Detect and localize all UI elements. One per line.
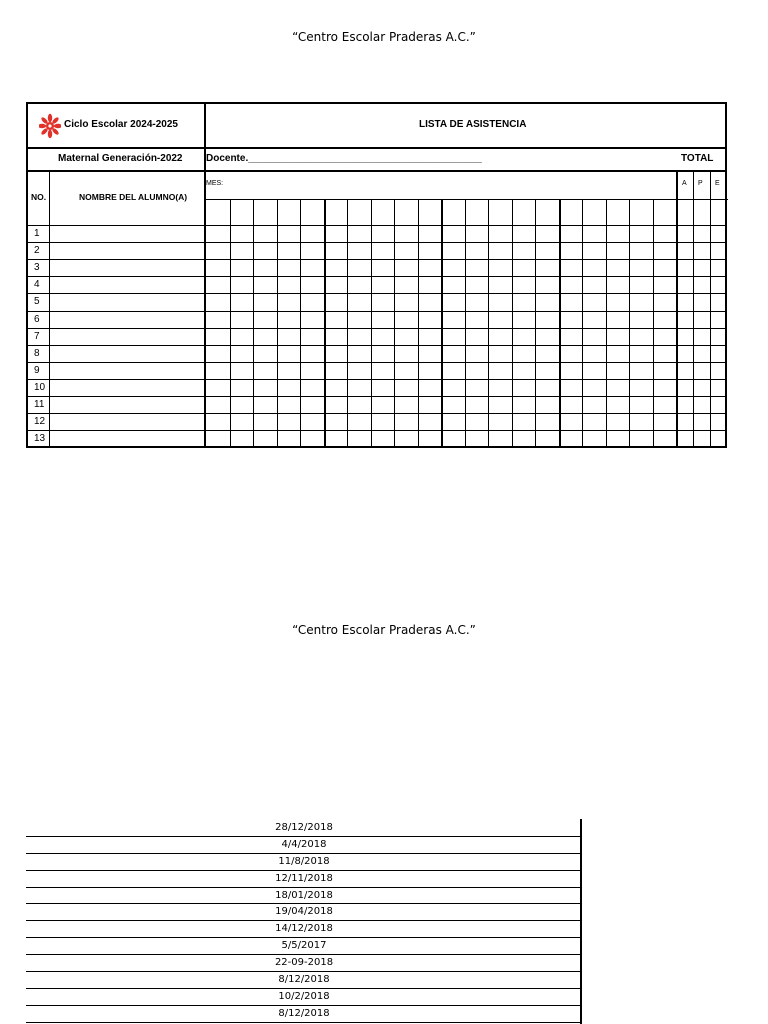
grid-line bbox=[300, 199, 301, 448]
date-row: 19/04/2018 bbox=[26, 904, 582, 921]
student-name-cell[interactable] bbox=[51, 312, 203, 327]
date-row: 28/12/2018 bbox=[26, 820, 582, 837]
row-number: 4 bbox=[34, 279, 40, 290]
total-col-e: E bbox=[715, 180, 720, 187]
month-label: MES: bbox=[206, 180, 224, 187]
date-row: 11/8/2018 bbox=[26, 854, 582, 871]
grid-line bbox=[512, 199, 513, 448]
date-list-border bbox=[580, 819, 582, 1024]
section-divider bbox=[204, 102, 206, 448]
date-list bbox=[26, 820, 582, 1023]
school-cycle: Ciclo Escolar 2024-2025 bbox=[64, 119, 178, 130]
total-label: TOTAL bbox=[681, 153, 714, 164]
grid-line bbox=[418, 199, 419, 448]
row-number: 7 bbox=[34, 331, 40, 342]
list-title: LISTA DE ASISTENCIA bbox=[419, 119, 527, 130]
student-name-cell[interactable] bbox=[51, 397, 203, 412]
school-title-repeat: “Centro Escolar Praderas A.C.” bbox=[292, 623, 476, 637]
grid-line bbox=[230, 199, 231, 448]
sheet-border bbox=[26, 102, 727, 104]
student-name-cell[interactable] bbox=[51, 363, 203, 378]
date-row: 22-09-2018 bbox=[26, 955, 582, 972]
grid-line bbox=[371, 199, 372, 448]
student-name-cell[interactable] bbox=[51, 414, 203, 429]
row-number: 13 bbox=[34, 433, 46, 444]
school-title: “Centro Escolar Praderas A.C.” bbox=[292, 30, 476, 44]
date-row: 5/5/2017 bbox=[26, 938, 582, 955]
row-number: 8 bbox=[34, 348, 40, 359]
number-header: NO. bbox=[31, 192, 47, 202]
date-row: 10/2/2018 bbox=[26, 989, 582, 1006]
row-number: 9 bbox=[34, 365, 40, 376]
grid-line bbox=[582, 199, 583, 448]
week-divider bbox=[324, 199, 326, 448]
header-divider bbox=[26, 147, 727, 149]
row-number: 1 bbox=[34, 228, 40, 239]
student-name-cell[interactable] bbox=[51, 277, 203, 292]
generation-label: Maternal Generación-2022 bbox=[58, 153, 183, 164]
row-number: 6 bbox=[34, 314, 40, 325]
row-number: 11 bbox=[34, 399, 45, 410]
date-row: 12/11/2018 bbox=[26, 871, 582, 888]
grid-line bbox=[347, 199, 348, 448]
week-divider bbox=[559, 199, 561, 448]
date-row: 8/12/2018 bbox=[26, 972, 582, 989]
grid-line bbox=[465, 199, 466, 448]
row-number: 10 bbox=[34, 382, 46, 393]
date-row: 8/12/2018 bbox=[26, 1006, 582, 1023]
date-row: 4/4/2018 bbox=[26, 837, 582, 854]
grid-line bbox=[394, 199, 395, 448]
student-name-cell[interactable] bbox=[51, 294, 203, 309]
student-name-cell[interactable] bbox=[51, 380, 203, 395]
grid-line bbox=[535, 199, 536, 448]
attendance-sheet bbox=[26, 102, 727, 448]
row-number: 2 bbox=[34, 245, 40, 256]
grid-line bbox=[693, 170, 694, 448]
teacher-field: Docente.__________________________________________ bbox=[206, 153, 482, 164]
row-number: 12 bbox=[34, 416, 46, 427]
grid-line bbox=[653, 199, 654, 448]
grid-line bbox=[49, 170, 50, 448]
student-name-cell[interactable] bbox=[51, 243, 203, 258]
grid-line bbox=[488, 199, 489, 448]
grid-line bbox=[253, 199, 254, 448]
grid-line bbox=[205, 199, 728, 200]
row-number: 3 bbox=[34, 262, 40, 273]
grid-line bbox=[629, 199, 630, 448]
grid-line bbox=[606, 199, 607, 448]
student-name-cell[interactable] bbox=[51, 346, 203, 361]
header-divider bbox=[26, 170, 727, 172]
student-name-cell[interactable] bbox=[51, 260, 203, 275]
grid-line bbox=[26, 447, 727, 448]
row-number: 5 bbox=[34, 296, 40, 307]
date-row: 14/12/2018 bbox=[26, 921, 582, 938]
red-flower-logo-icon bbox=[39, 113, 61, 139]
student-name-cell[interactable] bbox=[51, 226, 203, 241]
total-col-p: P bbox=[698, 180, 703, 187]
student-name-cell[interactable] bbox=[51, 329, 203, 344]
grid-line bbox=[277, 199, 278, 448]
student-name-cell[interactable] bbox=[51, 431, 203, 446]
week-divider bbox=[441, 199, 443, 448]
total-col-a: A bbox=[682, 180, 687, 187]
grid-line bbox=[710, 170, 711, 448]
student-name-header: NOMBRE DEL ALUMNO(A) bbox=[79, 192, 188, 202]
date-row: 18/01/2018 bbox=[26, 888, 582, 905]
section-divider bbox=[676, 170, 678, 448]
